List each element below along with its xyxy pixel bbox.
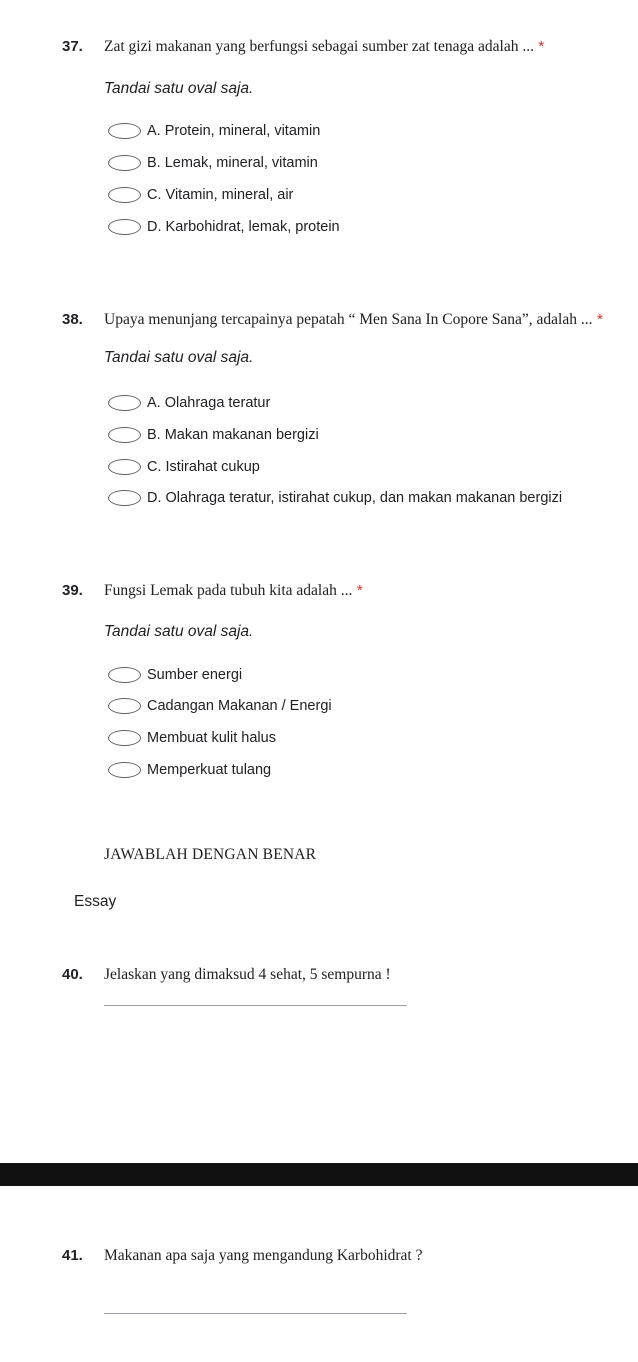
radio-oval-icon[interactable] — [108, 730, 141, 746]
radio-oval-icon[interactable] — [108, 762, 141, 778]
question-text: Fungsi Lemak pada tubuh kita adalah ... — [104, 582, 353, 599]
radio-option[interactable] — [108, 153, 318, 173]
question-39-title — [62, 582, 363, 600]
option-label: A. Protein, mineral, vitamin — [147, 123, 321, 139]
radio-option[interactable] — [108, 185, 293, 205]
question-instruction: Tandai satu oval saja. — [104, 623, 254, 640]
option-label: D. Karbohidrat, lemak, protein — [147, 219, 340, 235]
short-answer-input[interactable] — [104, 1005, 407, 1006]
question-38-title — [62, 311, 603, 329]
section-title: JAWABLAH DENGAN BENAR — [104, 846, 317, 863]
radio-option[interactable] — [108, 217, 340, 237]
radio-option[interactable] — [108, 121, 320, 141]
option-label: D. Olahraga teratur, istirahat cukup, dan makan makanan bergizi — [147, 490, 563, 506]
question-text: Zat gizi makanan yang berfungsi sebagai sumber zat tenaga adalah ... — [104, 38, 534, 55]
radio-option[interactable] — [108, 393, 270, 413]
option-label: B. Lemak, mineral, vitamin — [147, 155, 318, 171]
screenshot-divider-band — [0, 1163, 638, 1186]
question-instruction: Tandai satu oval saja. — [104, 80, 254, 97]
radio-option[interactable] — [108, 728, 276, 748]
radio-oval-icon[interactable] — [108, 123, 141, 139]
option-label: Sumber energi — [147, 667, 243, 683]
question-number: 40. — [62, 966, 83, 983]
option-label: Cadangan Makanan / Energi — [147, 698, 332, 714]
radio-option[interactable] — [108, 425, 319, 445]
radio-oval-icon[interactable] — [108, 395, 141, 411]
radio-oval-icon[interactable] — [108, 490, 141, 506]
section-subtitle: Essay — [74, 893, 117, 910]
question-37-title — [62, 38, 544, 56]
question-text: Makanan apa saja yang mengandung Karbohidrat ? — [104, 1247, 423, 1264]
required-mark: * — [596, 311, 603, 328]
question-number: 38. — [62, 311, 83, 328]
radio-oval-icon[interactable] — [108, 698, 141, 714]
option-label: B. Makan makanan bergizi — [147, 427, 319, 443]
question-instruction: Tandai satu oval saja. — [104, 349, 254, 366]
required-mark: * — [356, 582, 363, 599]
option-label: A. Olahraga teratur — [147, 395, 271, 411]
radio-option[interactable] — [108, 665, 242, 685]
radio-oval-icon[interactable] — [108, 219, 141, 235]
radio-oval-icon[interactable] — [108, 459, 141, 475]
radio-oval-icon[interactable] — [108, 667, 141, 683]
option-label: C. Istirahat cukup — [147, 459, 260, 475]
question-text: Jelaskan yang dimaksud 4 sehat, 5 sempurna ! — [104, 966, 391, 983]
question-number: 39. — [62, 582, 83, 599]
question-text: Upaya menunjang tercapainya pepatah “ Men Sana In Copore Sana”, adalah ... — [104, 311, 593, 328]
radio-oval-icon[interactable] — [108, 155, 141, 171]
question-41-title — [62, 1247, 423, 1265]
question-number: 41. — [62, 1247, 83, 1264]
option-label: Memperkuat tulang — [147, 762, 272, 778]
question-number: 37. — [62, 38, 83, 55]
option-label: C. Vitamin, mineral, air — [147, 187, 294, 203]
radio-option[interactable] — [108, 457, 260, 477]
radio-oval-icon[interactable] — [108, 187, 141, 203]
question-40-title — [62, 966, 391, 984]
radio-oval-icon[interactable] — [108, 427, 141, 443]
radio-option[interactable] — [108, 488, 562, 508]
short-answer-input[interactable] — [104, 1313, 407, 1314]
radio-option[interactable] — [108, 760, 271, 780]
radio-option[interactable] — [108, 696, 332, 716]
option-label: Membuat kulit halus — [147, 730, 276, 746]
required-mark: * — [538, 38, 545, 55]
